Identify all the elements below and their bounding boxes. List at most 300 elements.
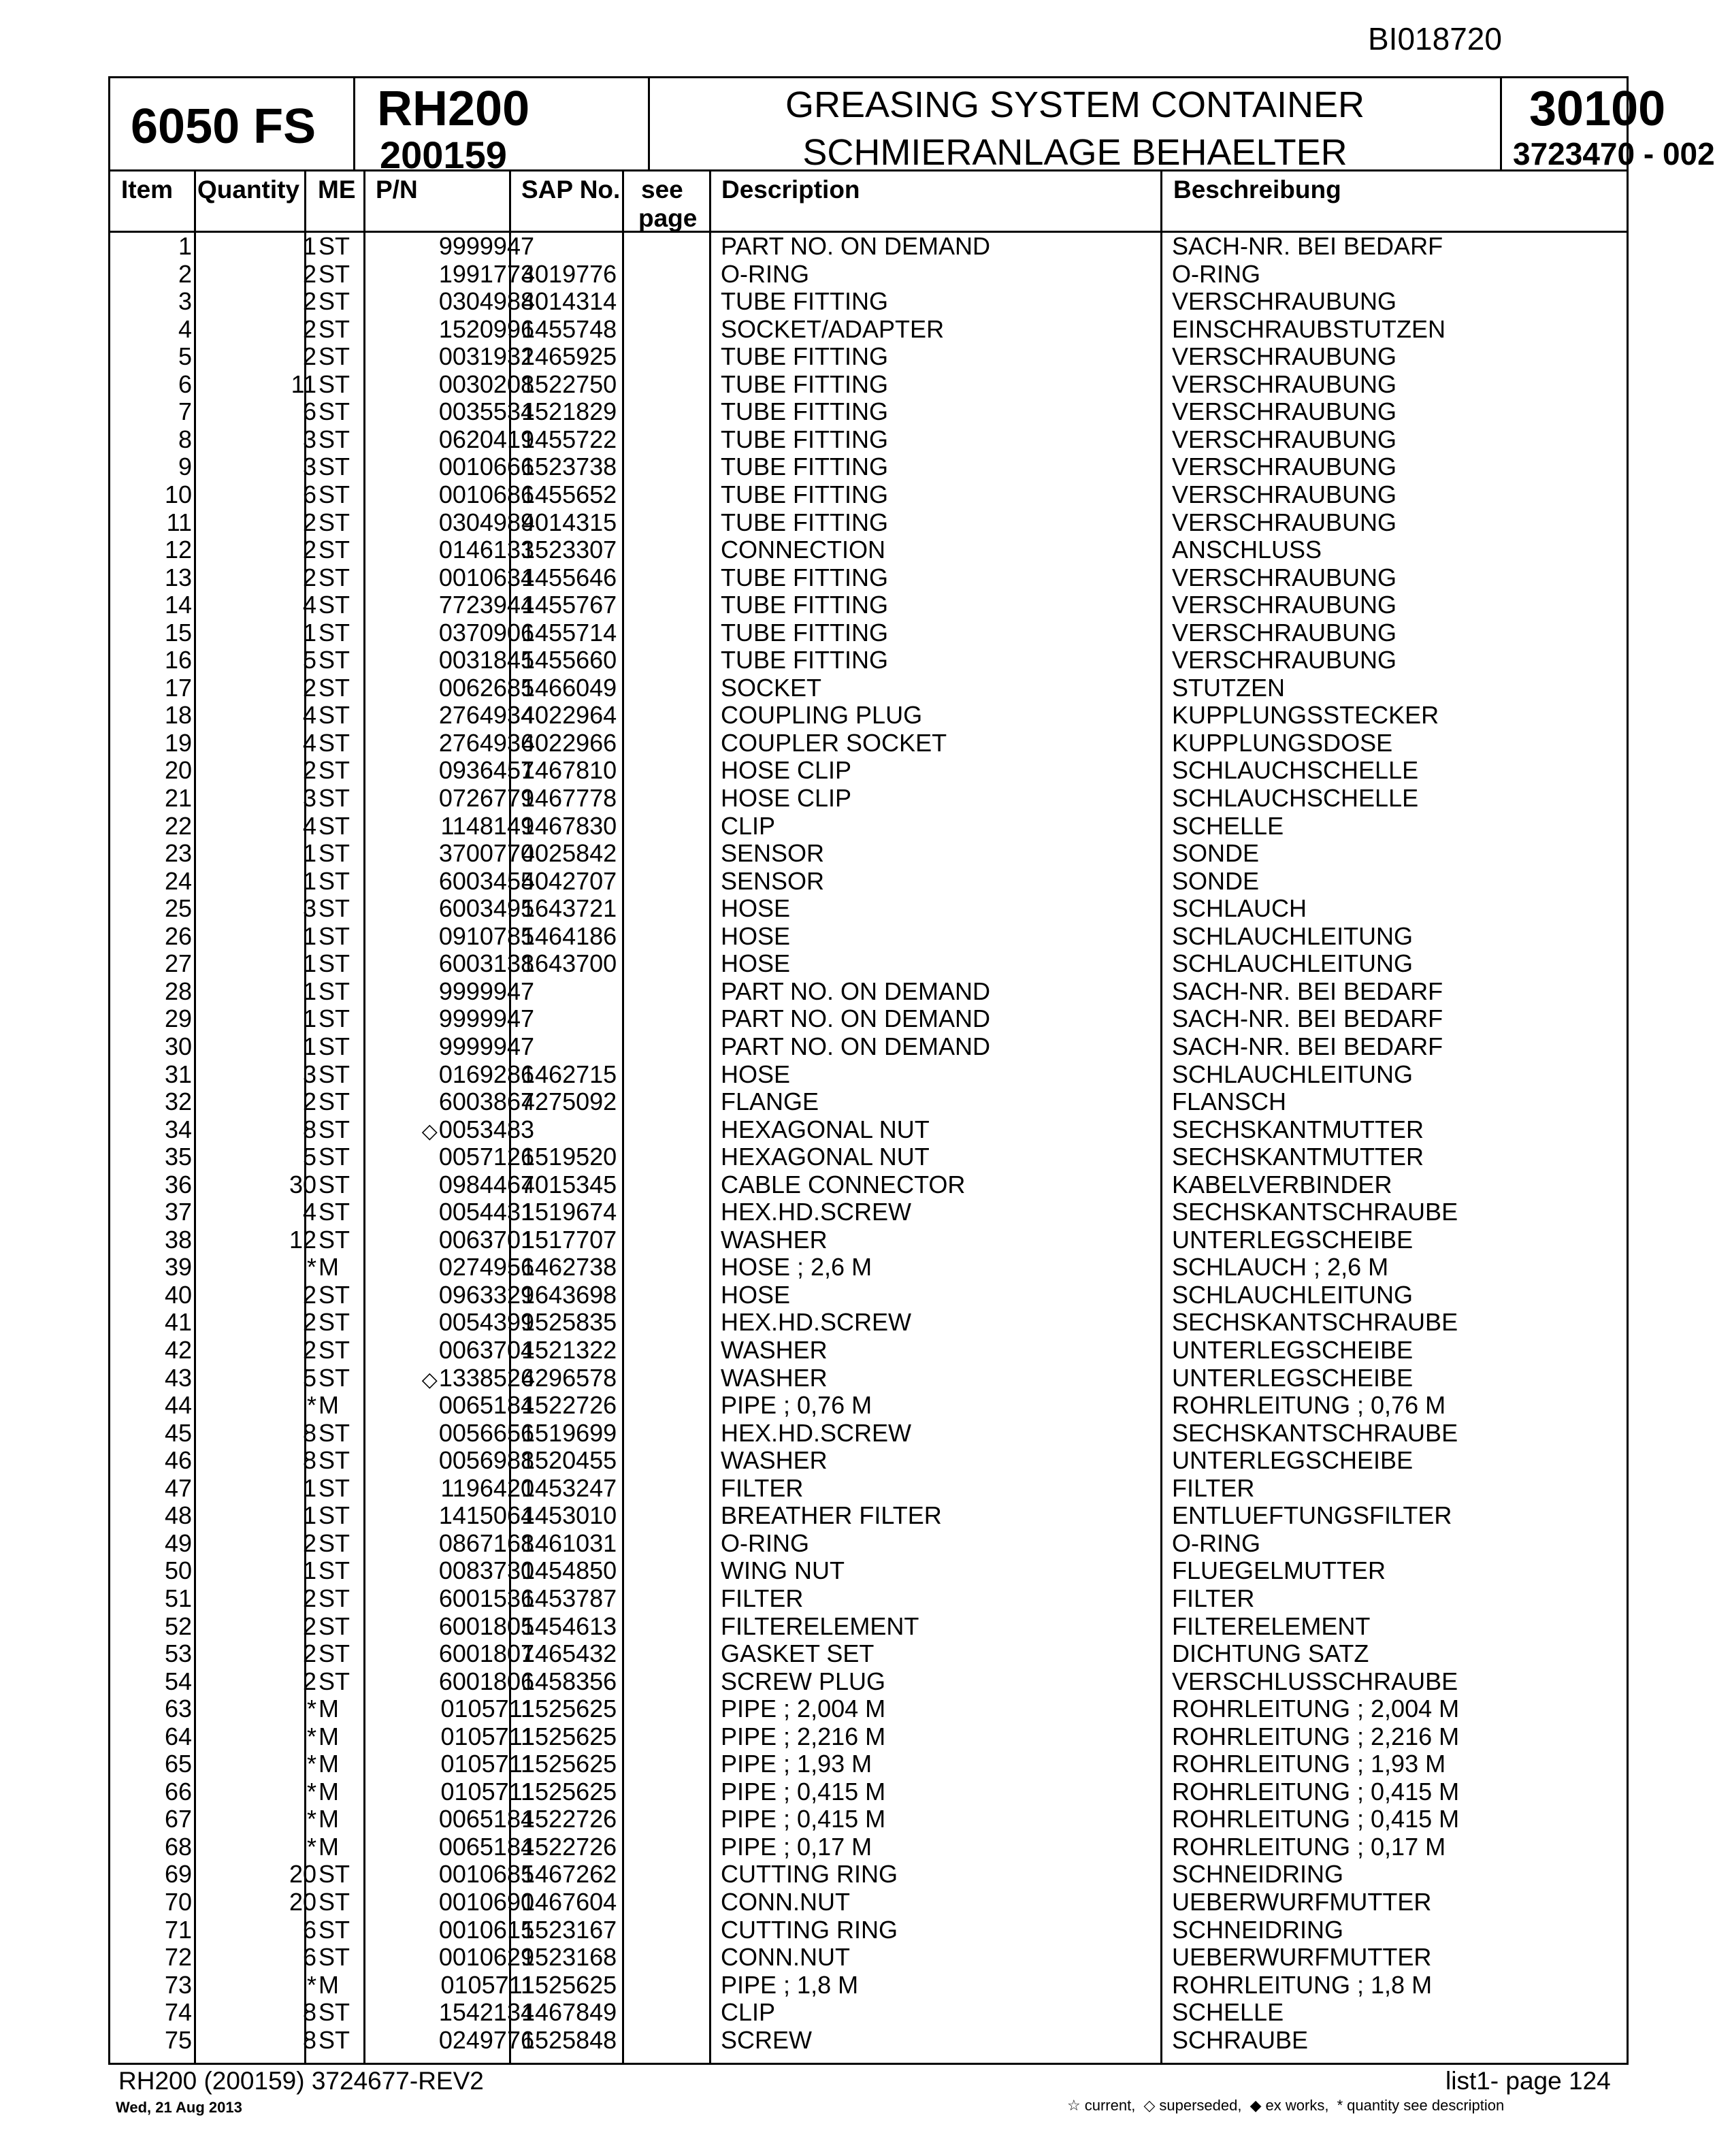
table-row — [110, 1750, 1627, 1778]
part-number-cell: 0010690 — [438, 1888, 534, 1916]
part-number-cell: 6001806 — [438, 1667, 534, 1695]
unit-cell: ST — [318, 453, 350, 481]
sap-number-cell: 1455646 — [521, 563, 617, 591]
table-row — [110, 1281, 1627, 1309]
unit-cell: ST — [318, 949, 350, 978]
part-number-cell: 9999947 — [438, 977, 534, 1005]
item-cell: 6 — [178, 370, 192, 398]
unit-cell: M — [318, 1253, 339, 1281]
sap-number-cell: 1522726 — [521, 1391, 617, 1420]
beschreibung-cell: SACH-NR. BEI BEDARF — [1172, 1004, 1443, 1033]
description-cell: TUBE FITTING — [721, 618, 888, 647]
description-cell: SCREW — [721, 2025, 812, 2054]
description-cell: WING NUT — [721, 1556, 845, 1585]
unit-cell: ST — [318, 1667, 350, 1695]
beschreibung-cell: UNTERLEGSCHEIBE — [1172, 1446, 1414, 1475]
table-row — [110, 1116, 1627, 1144]
sap-number-cell: 1522726 — [521, 1832, 617, 1861]
table-row — [110, 453, 1627, 481]
table-row — [110, 591, 1627, 619]
part-number-cell: 0169286 — [438, 1060, 534, 1088]
beschreibung-cell: SCHLAUCHLEITUNG — [1172, 921, 1414, 950]
unit-cell: ST — [318, 591, 350, 619]
part-number-cell: 0146133 — [438, 536, 534, 564]
beschreibung-cell: ROHRLEITUNG ; 0,17 M — [1172, 1832, 1446, 1861]
item-cell: 18 — [164, 701, 192, 730]
part-number-cell: 0010615 — [438, 1915, 534, 1944]
sap-number-cell: 1519520 — [521, 1143, 617, 1171]
part-number-cell: 1196420 — [440, 1473, 534, 1502]
sap-number-cell: 1525625 — [521, 1970, 617, 1999]
part-number-cell: 0054431 — [438, 1198, 534, 1226]
unit-cell: ST — [318, 1639, 350, 1668]
sap-number-cell: 1467262 — [521, 1860, 617, 1889]
page-number: list1- page 124 — [1446, 2067, 1611, 2095]
unit-cell: ST — [318, 728, 350, 757]
item-cell: 32 — [164, 1088, 192, 1116]
part-number-cell: 0031932 — [438, 342, 534, 371]
quantity-cell: 1 — [302, 1501, 316, 1530]
description-cell: COUPLER SOCKET — [721, 728, 947, 757]
table-row — [110, 1475, 1627, 1503]
sap-number-cell: 1455767 — [521, 591, 617, 619]
description-cell: PART NO. ON DEMAND — [721, 232, 991, 260]
item-cell: 26 — [164, 921, 192, 950]
sap-number-cell: 1467849 — [521, 1998, 617, 2027]
item-cell: 48 — [164, 1501, 192, 1530]
description-cell: GASKET SET — [721, 1639, 875, 1668]
table-row — [110, 426, 1627, 454]
part-number-cell: 1542134 — [438, 1998, 534, 2027]
beschreibung-cell: UNTERLEGSCHEIBE — [1172, 1225, 1414, 1254]
description-cell: TUBE FITTING — [721, 591, 888, 619]
beschreibung-cell: SACH-NR. BEI BEDARF — [1172, 232, 1443, 260]
sap-number-cell: 1455748 — [521, 314, 617, 343]
description-cell: SOCKET — [721, 673, 822, 702]
sap-number-cell: 1525625 — [521, 1722, 617, 1750]
part-number-cell: 6003455 — [438, 866, 534, 895]
quantity-cell: 8 — [302, 1446, 316, 1475]
unit-cell: ST — [318, 1943, 350, 1972]
unit-cell: ST — [318, 508, 350, 536]
item-cell: 25 — [164, 894, 192, 923]
description-cell: PIPE ; 0,17 M — [721, 1832, 872, 1861]
description-cell: PART NO. ON DEMAND — [721, 1004, 991, 1033]
sap-number-cell: 1462715 — [521, 1060, 617, 1088]
description-cell: WASHER — [721, 1225, 828, 1254]
machine-label: RH200 — [377, 82, 530, 136]
sap-number-cell: 1455652 — [521, 480, 617, 508]
beschreibung-cell: SECHSKANTSCHRAUBE — [1172, 1418, 1458, 1447]
description-cell: PIPE ; 1,93 M — [721, 1750, 872, 1778]
table-row — [110, 1557, 1627, 1585]
beschreibung-cell: SCHNEIDRING — [1172, 1860, 1344, 1889]
asterisk-icon: * — [1337, 2097, 1343, 2114]
column-header-me: ME — [318, 176, 356, 203]
sap-number-cell: 1519699 — [521, 1418, 617, 1447]
table-row — [110, 1530, 1627, 1558]
group-drawing-number: 3723470 - 002 — [1513, 136, 1715, 172]
description-cell: HOSE CLIP — [721, 756, 852, 785]
beschreibung-cell: UEBERWURFMUTTER — [1172, 1943, 1432, 1972]
sap-number-cell: 1455714 — [521, 618, 617, 647]
quantity-cell: 6 — [302, 1915, 316, 1944]
quantity-cell: 1 — [302, 618, 316, 647]
description-cell: HOSE — [721, 1060, 791, 1088]
unit-cell: ST — [318, 977, 350, 1005]
table-row — [110, 1916, 1627, 1944]
beschreibung-cell: SECHSKANTSCHRAUBE — [1172, 1308, 1458, 1337]
description-cell: PIPE ; 0,76 M — [721, 1391, 872, 1420]
sap-number-cell: 4022966 — [521, 728, 617, 757]
sap-number-cell: 1454850 — [521, 1556, 617, 1585]
item-cell: 30 — [164, 1032, 192, 1060]
part-number-cell: 0867168 — [438, 1529, 534, 1557]
table-row — [110, 1337, 1627, 1365]
item-cell: 20 — [164, 756, 192, 785]
description-cell: O-RING — [721, 259, 809, 288]
quantity-cell: 1 — [302, 1004, 316, 1033]
quantity-cell: 30 — [289, 1170, 316, 1198]
item-cell: 68 — [164, 1832, 192, 1861]
part-number-cell: 0984467 — [438, 1170, 534, 1198]
item-cell: 39 — [164, 1253, 192, 1281]
unit-cell: ST — [318, 1143, 350, 1171]
table-row — [110, 536, 1627, 564]
table-row — [110, 1198, 1627, 1226]
sap-number-cell: 4042707 — [521, 866, 617, 895]
table-row — [110, 923, 1627, 951]
legend-ex-works: ex works, — [1265, 2097, 1329, 2114]
table-row — [110, 509, 1627, 537]
sap-number-cell: 1458356 — [521, 1667, 617, 1695]
table-row — [110, 1585, 1627, 1613]
item-cell: 4 — [178, 314, 192, 343]
quantity-cell: 2 — [302, 536, 316, 564]
description-cell: PIPE ; 0,415 M — [721, 1805, 886, 1833]
unit-cell: ST — [318, 646, 350, 674]
table-row — [110, 895, 1627, 923]
quantity-cell: 6 — [302, 480, 316, 508]
table-row — [110, 702, 1627, 730]
unit-cell: M — [318, 1777, 339, 1806]
table-row — [110, 1778, 1627, 1806]
document-id: BI018720 — [1368, 21, 1502, 56]
description-cell: HOSE — [721, 1280, 791, 1309]
part-number-cell: 0010629 — [438, 1943, 534, 1972]
description-cell: CONN.NUT — [721, 1888, 850, 1916]
description-cell: FILTER — [721, 1584, 804, 1612]
unit-cell: M — [318, 1832, 339, 1861]
item-cell: 66 — [164, 1777, 192, 1806]
part-number-cell: 0010685 — [438, 1860, 534, 1889]
beschreibung-cell: VERSCHRAUBUNG — [1172, 508, 1397, 536]
table-row — [110, 1365, 1627, 1392]
description-cell: TUBE FITTING — [721, 453, 888, 481]
item-cell: 19 — [164, 728, 192, 757]
description-cell: TUBE FITTING — [721, 425, 888, 453]
beschreibung-cell: SCHELLE — [1172, 811, 1284, 840]
quantity-cell: 2 — [302, 1088, 316, 1116]
beschreibung-cell: ROHRLEITUNG ; 2,216 M — [1172, 1722, 1460, 1750]
beschreibung-cell: SONDE — [1172, 839, 1260, 868]
quantity-cell: 2 — [302, 1529, 316, 1557]
description-cell: PIPE ; 2,004 M — [721, 1695, 886, 1723]
description-cell: SENSOR — [721, 866, 825, 895]
unit-cell: ST — [318, 370, 350, 398]
model-cell — [110, 78, 355, 169]
quantity-cell: 2 — [302, 1584, 316, 1612]
table-row — [110, 371, 1627, 399]
part-number-cell: 0726779 — [438, 784, 534, 812]
quantity-cell: * — [306, 1777, 316, 1806]
table-row — [110, 316, 1627, 344]
quantity-cell: 2 — [302, 259, 316, 288]
table-row — [110, 1999, 1627, 2027]
part-number-text: 0053483 — [438, 1115, 534, 1143]
beschreibung-cell: VERSCHRAUBUNG — [1172, 425, 1397, 453]
unit-cell: ST — [318, 314, 350, 343]
table-row — [110, 343, 1627, 371]
part-number-cell: 0963329 — [438, 1280, 534, 1309]
quantity-cell: 3 — [302, 894, 316, 923]
description-cell: CONN.NUT — [721, 1943, 850, 1972]
quantity-cell: * — [306, 1970, 316, 1999]
item-cell: 71 — [164, 1915, 192, 1944]
unit-cell: M — [318, 1391, 339, 1420]
item-cell: 65 — [164, 1750, 192, 1778]
quantity-cell: 8 — [302, 1418, 316, 1447]
unit-cell: ST — [318, 1225, 350, 1254]
sap-number-cell: 1467830 — [521, 811, 617, 840]
item-cell: 17 — [164, 673, 192, 702]
description-cell: TUBE FITTING — [721, 370, 888, 398]
part-number-cell: 1148149 — [440, 811, 534, 840]
sap-number-cell: 1525625 — [521, 1695, 617, 1723]
beschreibung-cell: KUPPLUNGSSTECKER — [1172, 701, 1439, 730]
unit-cell: ST — [318, 866, 350, 895]
quantity-cell: 2 — [302, 1667, 316, 1695]
beschreibung-cell: VERSCHRAUBUNG — [1172, 646, 1397, 674]
beschreibung-cell: SCHLAUCHLEITUNG — [1172, 1280, 1414, 1309]
part-number-cell: 6003138 — [438, 949, 534, 978]
title-cell — [650, 78, 1502, 173]
sap-number-cell: 1453787 — [521, 1584, 617, 1612]
item-cell: 24 — [164, 866, 192, 895]
quantity-cell: * — [306, 1722, 316, 1750]
description-cell: CLIP — [721, 811, 776, 840]
part-number-cell: 0030208 — [438, 370, 534, 398]
quantity-cell: 1 — [302, 1473, 316, 1502]
quantity-cell: 8 — [302, 1998, 316, 2027]
sap-number-cell: 1525625 — [521, 1750, 617, 1778]
unit-cell: M — [318, 1805, 339, 1833]
unit-cell: ST — [318, 1915, 350, 1944]
description-cell: HOSE — [721, 949, 791, 978]
description-cell: CUTTING RING — [721, 1860, 898, 1889]
part-number-cell: 0105711 — [440, 1750, 534, 1778]
column-header-see: see — [641, 176, 683, 203]
table-row — [110, 1171, 1627, 1199]
quantity-cell: 4 — [302, 728, 316, 757]
quantity-cell: 5 — [302, 1363, 316, 1392]
sap-number-cell: 1643721 — [521, 894, 617, 923]
unit-cell: ST — [318, 1418, 350, 1447]
part-number-cell: 9999947 — [438, 232, 534, 260]
part-number-cell: 0057126 — [438, 1143, 534, 1171]
sap-number-cell: 1525625 — [521, 1777, 617, 1806]
sap-number-cell: 1467778 — [521, 784, 617, 812]
sap-number-cell: 1464186 — [521, 921, 617, 950]
item-cell: 29 — [164, 1004, 192, 1033]
part-number-cell: 0370906 — [438, 618, 534, 647]
part-number-cell: 0065184 — [438, 1391, 534, 1420]
item-cell: 41 — [164, 1308, 192, 1337]
table-row — [110, 1420, 1627, 1448]
sap-number-cell: 1523167 — [521, 1915, 617, 1944]
unit-cell: ST — [318, 425, 350, 453]
beschreibung-cell: SCHLAUCHLEITUNG — [1172, 949, 1414, 978]
beschreibung-cell: ROHRLEITUNG ; 1,8 M — [1172, 1970, 1433, 1999]
description-cell: SOCKET/ADAPTER — [721, 314, 945, 343]
sap-number-cell: 1643698 — [521, 1280, 617, 1309]
description-cell: PART NO. ON DEMAND — [721, 977, 991, 1005]
beschreibung-cell: ROHRLEITUNG ; 2,004 M — [1172, 1695, 1460, 1723]
table-row — [110, 1254, 1627, 1281]
part-number-cell: 0083730 — [438, 1556, 534, 1585]
item-cell: 7 — [178, 397, 192, 426]
beschreibung-cell: FLUEGELMUTTER — [1172, 1556, 1386, 1585]
quantity-cell: 2 — [302, 1336, 316, 1364]
parts-table — [108, 172, 1629, 2065]
beschreibung-cell: FILTER — [1172, 1584, 1255, 1612]
description-cell: SENSOR — [721, 839, 825, 868]
item-cell: 72 — [164, 1943, 192, 1972]
machine-number: 200159 — [380, 133, 507, 176]
unit-cell: ST — [318, 1088, 350, 1116]
beschreibung-cell: VERSCHRAUBUNG — [1172, 287, 1397, 316]
description-cell: COUPLING PLUG — [721, 701, 923, 730]
beschreibung-cell: FILTERELEMENT — [1172, 1612, 1371, 1640]
description-cell: TUBE FITTING — [721, 508, 888, 536]
table-row — [110, 1944, 1627, 1972]
description-cell: FLANGE — [721, 1088, 819, 1116]
quantity-cell: 12 — [289, 1225, 316, 1254]
quantity-cell: 2 — [302, 673, 316, 702]
unit-cell: ST — [318, 701, 350, 730]
item-cell: 8 — [178, 425, 192, 453]
description-cell: HEX.HD.SCREW — [721, 1418, 912, 1447]
sap-number-cell: 1519674 — [521, 1198, 617, 1226]
item-cell: 63 — [164, 1695, 192, 1723]
item-cell: 70 — [164, 1888, 192, 1916]
part-number-cell: 0105711 — [440, 1722, 534, 1750]
unit-cell: ST — [318, 2025, 350, 2054]
item-cell: 69 — [164, 1860, 192, 1889]
diamond-outline-icon: ◇ — [1143, 2097, 1156, 2114]
beschreibung-cell: ROHRLEITUNG ; 0,76 M — [1172, 1391, 1446, 1420]
part-number-cell: 0105711 — [440, 1695, 534, 1723]
table-row — [110, 647, 1627, 674]
beschreibung-cell: VERSCHRAUBUNG — [1172, 453, 1397, 481]
quantity-cell: 2 — [302, 1612, 316, 1640]
beschreibung-cell: SCHLAUCHSCHELLE — [1172, 784, 1419, 812]
sap-number-cell: 1525835 — [521, 1308, 617, 1337]
table-row — [110, 1972, 1627, 1999]
part-number-cell: 6001536 — [438, 1584, 534, 1612]
part-number-cell: 6001805 — [438, 1612, 534, 1640]
part-number-cell: 6003867 — [438, 1088, 534, 1116]
table-row — [110, 1061, 1627, 1089]
item-cell: 27 — [164, 949, 192, 978]
item-cell: 35 — [164, 1143, 192, 1171]
description-cell: WASHER — [721, 1336, 828, 1364]
description-cell: WASHER — [721, 1363, 828, 1392]
unit-cell: ST — [318, 784, 350, 812]
part-number-cell: 0010634 — [438, 563, 534, 591]
superseded-icon: ◇ — [421, 1120, 438, 1143]
beschreibung-cell: ROHRLEITUNG ; 0,415 M — [1172, 1777, 1460, 1806]
table-row — [110, 813, 1627, 840]
item-cell: 11 — [166, 508, 192, 536]
unit-cell: M — [318, 1750, 339, 1778]
table-row — [110, 1309, 1627, 1337]
unit-cell: ST — [318, 1115, 350, 1143]
description-cell: CUTTING RING — [721, 1915, 898, 1944]
sap-number-cell: 1461031 — [521, 1529, 617, 1557]
part-number-text: 1338526 — [438, 1363, 534, 1392]
part-number-cell: 7723944 — [438, 591, 534, 619]
beschreibung-cell: SECHSKANTMUTTER — [1172, 1115, 1424, 1143]
quantity-cell: * — [306, 1805, 316, 1833]
table-row — [110, 1861, 1627, 1889]
part-number-cell — [422, 1365, 534, 1394]
table-row — [110, 1889, 1627, 1916]
sap-number-cell: 1523307 — [521, 536, 617, 564]
item-cell: 15 — [164, 618, 192, 647]
quantity-cell: * — [306, 1832, 316, 1861]
group-cell — [1502, 78, 1715, 172]
item-cell: 14 — [164, 591, 192, 619]
beschreibung-cell: VERSCHRAUBUNG — [1172, 370, 1397, 398]
unit-cell: ST — [318, 1060, 350, 1088]
footer-date: Wed, 21 Aug 2013 — [116, 2099, 242, 2116]
quantity-cell: * — [306, 1695, 316, 1723]
unit-cell: ST — [318, 1529, 350, 1557]
legend-quantity: quantity see description — [1347, 2097, 1505, 2114]
beschreibung-cell: SCHLAUCH ; 2,6 M — [1172, 1253, 1389, 1281]
legend — [1067, 2097, 1508, 2114]
table-row — [110, 481, 1627, 509]
quantity-cell: 3 — [302, 453, 316, 481]
table-row — [110, 564, 1627, 592]
title-english: GREASING SYSTEM CONTAINER — [785, 84, 1365, 125]
description-cell: HOSE — [721, 921, 791, 950]
item-cell: 37 — [164, 1198, 192, 1226]
item-cell: 34 — [164, 1115, 192, 1143]
description-cell: HOSE CLIP — [721, 784, 852, 812]
item-cell: 23 — [164, 839, 192, 868]
item-cell: 74 — [164, 1998, 192, 2027]
unit-cell: ST — [318, 1473, 350, 1502]
description-cell: TUBE FITTING — [721, 397, 888, 426]
beschreibung-cell: FLANSCH — [1172, 1088, 1287, 1116]
description-cell: FILTER — [721, 1473, 804, 1502]
unit-cell: ST — [318, 480, 350, 508]
description-cell: O-RING — [721, 1529, 809, 1557]
table-row — [110, 1143, 1627, 1171]
table-row — [110, 1392, 1627, 1420]
